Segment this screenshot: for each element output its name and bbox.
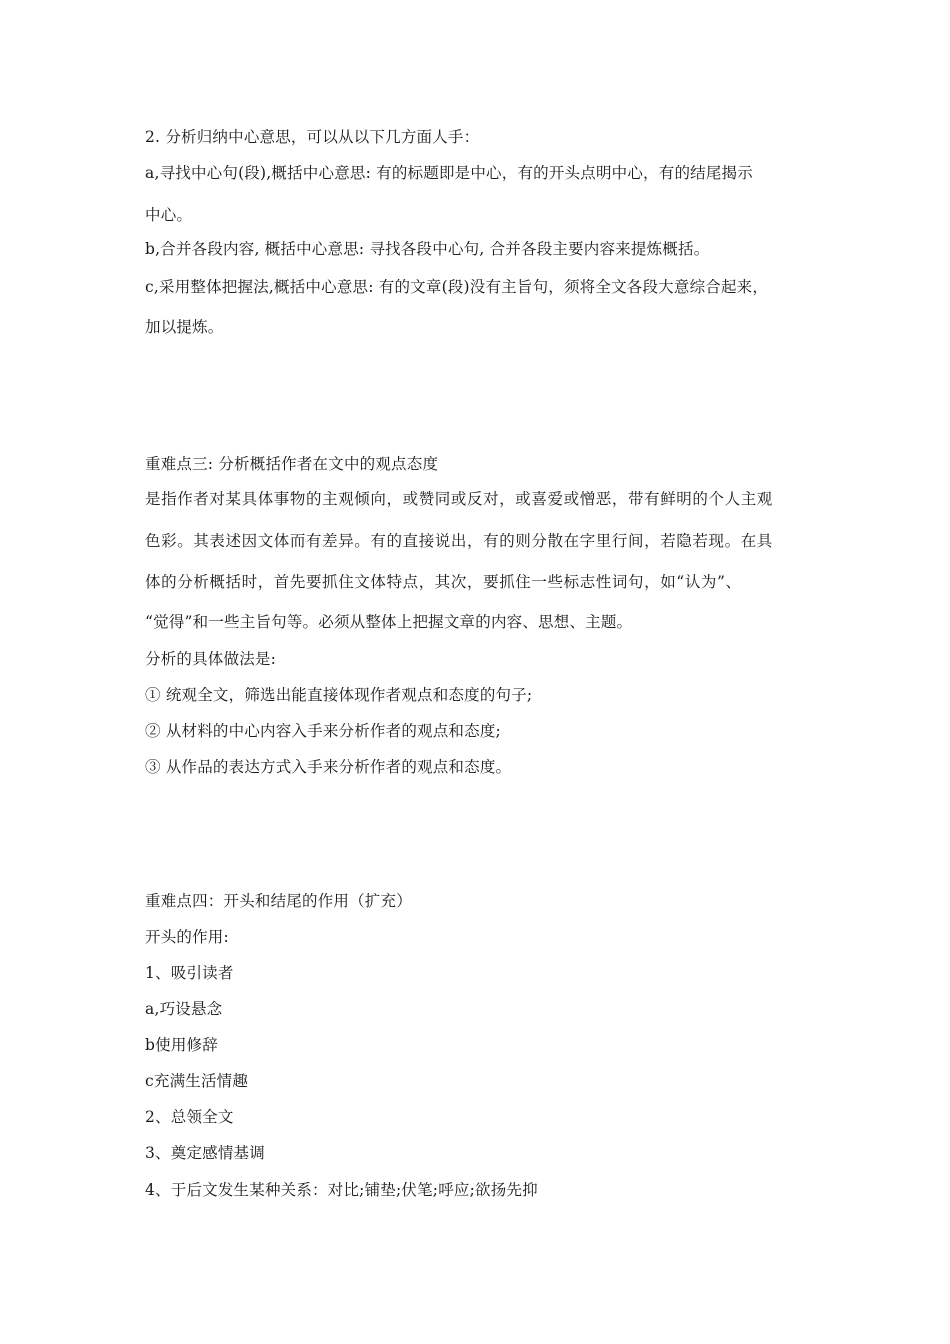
item-c-line-2: 加以提炼。 (145, 318, 224, 336)
list-item-1c: c充满生活情趣 (145, 1072, 249, 1090)
item-a-line-2: 中心。 (145, 206, 193, 224)
list-item-1b: b使用修辞 (145, 1036, 218, 1054)
list-item-1: 1、吸引读者 (145, 964, 234, 982)
list-item-2: 2、总领全文 (145, 1108, 234, 1126)
method-item-3: ③ 从作品的表达方式入手来分析作者的观点和态度。 (145, 758, 512, 776)
opening-function-heading: 开头的作用: (145, 928, 229, 946)
item-c-line-1: c,采用整体把握法,概括中心意思: 有的文章(段)没有主旨句，须将全文各段大意综合起来， (145, 278, 769, 296)
method-item-2: ② 从材料的中心内容入手来分析作者的观点和态度; (145, 722, 501, 740)
method-item-1: ① 统观全文，筛选出能直接体现作者观点和态度的句子; (145, 686, 533, 704)
section-three-heading: 重难点三: 分析概括作者在文中的观点态度 (145, 455, 439, 473)
list-item-3: 3、奠定感情基调 (145, 1144, 265, 1162)
section-three-para-line-4: “觉得”和一些主旨句等。必须从整体上把握文章的内容、思想、主题。 (145, 613, 633, 631)
section-three-para-line-2: 色彩。其表述因文体而有差异。有的直接说出，有的则分散在字里行间，若隐若现。在具 (145, 532, 773, 550)
method-intro: 分析的具体做法是: (145, 650, 277, 668)
section-four-heading: 重难点四：开头和结尾的作用（扩充） (145, 892, 412, 910)
list-item-4: 4、于后文发生某种关系：对比;铺垫;伏笔;呼应;欲扬先抑 (145, 1181, 538, 1199)
section-three-para-line-3: 体的分析概括时，首先要抓住文体特点，其次，要抓住一些标志性词句，如“认为”、 (145, 573, 742, 591)
section-three-para-line-1: 是指作者对某具体事物的主观倾向，或赞同或反对，或喜爱或憎恶，带有鲜明的个人主观 (145, 490, 773, 508)
list-item-1a: a,巧设悬念 (145, 1000, 223, 1018)
item-b-line: b,合并各段内容, 概括中心意思: 寻找各段中心句, 合并各段主要内容来提炼概括。 (145, 240, 710, 258)
item-a-line-1: a,寻找中心句(段),概括中心意思: 有的标题即是中心，有的开头点明中心，有的结尾揭示 (145, 164, 753, 182)
section-two-heading: 2. 分析归纳中心意思，可以从以下几方面人手： (145, 128, 480, 146)
